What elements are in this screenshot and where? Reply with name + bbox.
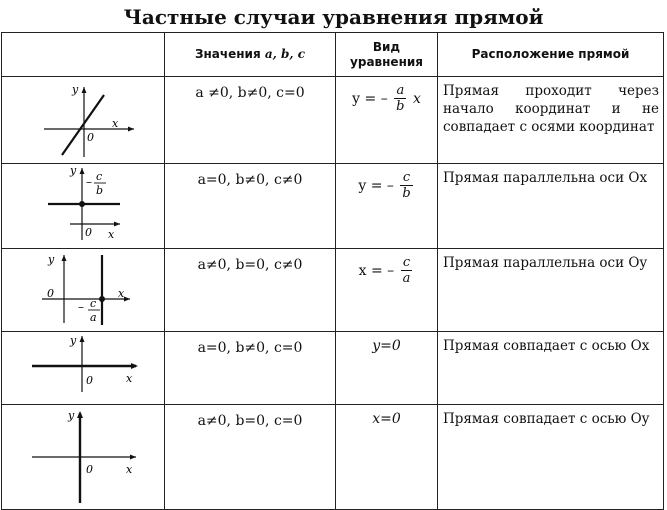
x-label: x — [126, 372, 133, 385]
values-cell: a ≠0, b≠0, c=0 — [165, 77, 336, 164]
intercept-denominator: b — [96, 184, 104, 197]
x-axis-arrow — [128, 127, 134, 132]
table-row — [2, 249, 664, 332]
graph-parallel-ox — [2, 164, 162, 244]
y-label: y — [70, 164, 77, 177]
table-row — [2, 164, 664, 249]
origin-label: 0 — [86, 463, 93, 476]
graph-cell — [2, 164, 165, 249]
table-header-row — [2, 33, 664, 77]
table-row — [2, 332, 664, 405]
intercept-numerator: c — [90, 297, 97, 310]
origin-label: 0 — [86, 374, 93, 387]
header-position: Расположение прямой — [438, 33, 664, 77]
graph-line — [62, 95, 104, 155]
table-row — [2, 77, 664, 164]
x-label: x — [118, 287, 125, 300]
position-cell — [438, 164, 664, 249]
fraction-denominator: a — [402, 271, 411, 286]
fraction-numerator: c — [400, 170, 412, 186]
equation-cell — [336, 332, 438, 405]
graph-cell — [2, 405, 165, 510]
y-axis-arrow — [80, 168, 85, 174]
x-label: x — [126, 463, 133, 476]
intercept-minus: – — [78, 300, 84, 314]
fraction-denominator: b — [402, 186, 411, 201]
y-axis-arrow — [77, 411, 83, 418]
intercept-point — [99, 296, 105, 302]
intercept-minus: – — [86, 175, 92, 189]
page-title: Частные случаи уравнения прямой — [123, 5, 544, 29]
values-cell: a=0, b≠0, c=0 — [165, 332, 336, 405]
intercept-numerator: c — [96, 170, 103, 183]
y-label: y — [68, 409, 75, 422]
intercept-point — [79, 201, 85, 207]
y-label: y — [48, 253, 55, 266]
fraction-numerator: a — [394, 83, 406, 99]
graph-coincides-ox — [2, 332, 162, 400]
equation-fraction — [394, 83, 406, 114]
equation-cell — [336, 405, 438, 510]
equation-lhs: y = – — [352, 90, 388, 107]
equation-cell — [336, 164, 438, 249]
y-axis-arrow — [62, 255, 67, 261]
equation-fraction — [401, 255, 413, 286]
y-axis-arrow — [80, 336, 85, 342]
graph-coincides-oy — [2, 405, 162, 505]
y-axis-arrow — [82, 87, 87, 93]
header-graph — [2, 33, 165, 77]
equation-cell — [336, 77, 438, 164]
position-text: Прямая совпадает с осью Oy — [443, 411, 650, 427]
x-label: x — [108, 228, 115, 241]
equation-lhs: y = – — [358, 177, 394, 194]
position-cell: Прямая проходит через начало координат и не совпадает с осями координат — [438, 77, 664, 164]
position-cell — [438, 249, 664, 332]
equation-fraction — [400, 170, 412, 201]
header-values — [165, 33, 336, 77]
x-axis-arrow — [124, 297, 130, 302]
y-label: y — [70, 334, 77, 347]
intercept-denominator: a — [90, 311, 97, 324]
fraction-denominator: b — [396, 99, 405, 114]
header-values-label: Значения — [194, 47, 261, 61]
fraction-numerator: c — [401, 255, 413, 271]
graph-parallel-oy — [2, 249, 162, 327]
position-text: Прямая параллельна оси Ox — [443, 170, 648, 186]
values-cell: a≠0, b=0, c=0 — [165, 405, 336, 510]
table-row — [2, 405, 664, 510]
special-cases-table — [1, 32, 664, 510]
x-axis-arrow — [130, 455, 136, 460]
equation-lhs: x = – — [358, 262, 395, 279]
origin-label: 0 — [85, 226, 92, 239]
equation-rhs: x — [412, 90, 421, 107]
origin-label: 0 — [87, 131, 94, 144]
position-cell — [438, 332, 664, 405]
values-cell: a=0, b≠0, c≠0 — [165, 164, 336, 249]
equation-cell — [336, 249, 438, 332]
y-label: y — [72, 83, 79, 96]
header-values-vars: a, b, c — [264, 47, 306, 61]
equation-text: y=0 — [372, 338, 401, 354]
graph-line-through-origin — [2, 77, 162, 159]
position-cell — [438, 405, 664, 510]
x-label: x — [112, 117, 119, 130]
equation-text: x=0 — [372, 411, 401, 427]
position-text: Прямая параллельна оси Oy — [443, 255, 648, 271]
x-axis-arrow — [131, 363, 138, 369]
values-cell: a≠0, b=0, c≠0 — [165, 249, 336, 332]
graph-cell — [2, 77, 165, 164]
x-axis-arrow — [114, 222, 120, 227]
origin-label: 0 — [47, 287, 54, 300]
position-text: Прямая совпадает с осью Ox — [443, 338, 650, 354]
header-equation: Вид уравнения — [336, 33, 438, 77]
graph-cell — [2, 249, 165, 332]
graph-cell — [2, 332, 165, 405]
